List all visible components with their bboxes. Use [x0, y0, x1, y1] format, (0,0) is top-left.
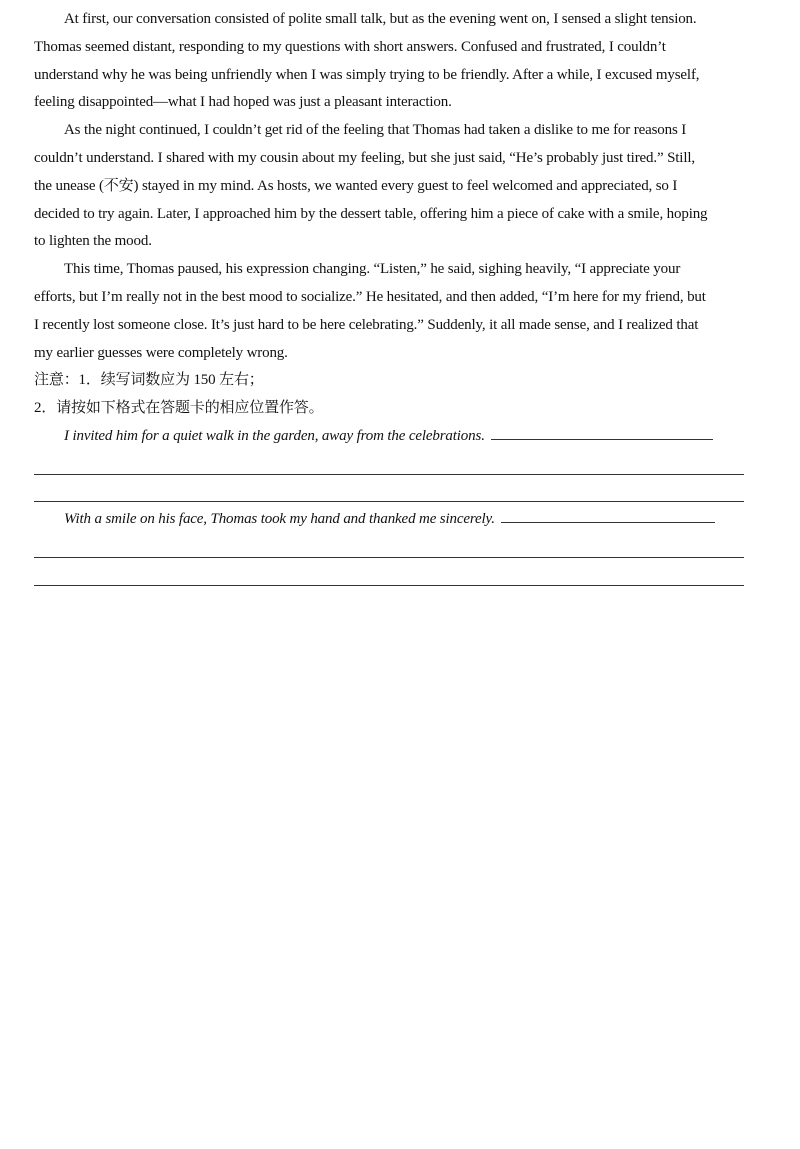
text-line: to lighten the mood.: [34, 233, 152, 250]
text-line: decided to try again. Later, I approached him by the dessert table, offering him a piece of cake with a smile, hoping: [34, 205, 708, 222]
prompt-line-1: [34, 423, 746, 451]
answer-line[interactable]: [34, 534, 746, 562]
text-line: As the night continued, I couldn’t get rid of the feeling that Thomas had taken a dislike to me for reasons I: [64, 122, 687, 139]
prompt-first-sentence: I invited him for a quiet walk in the garden, away from the celebrations.: [64, 427, 485, 444]
text-line: I recently lost someone close. It’s just hard to be here celebrating.” Suddenly, it all made sense, and I realized that: [34, 316, 699, 333]
note-answer-format: 2．请按如下格式在答题卡的相应位置作答。: [34, 400, 324, 417]
text-line: the unease (不安) stayed in my mind. As hosts, we wanted every guest to feel welcomed and appreciated, so I: [34, 177, 678, 194]
paragraph-1: [34, 6, 746, 117]
answer-blank[interactable]: [501, 510, 715, 523]
text-line: feeling disappointed—what I had hoped was just a pleasant interaction.: [34, 94, 452, 111]
text-line: my earlier guesses were completely wrong.: [34, 344, 288, 361]
text-line: This time, Thomas paused, his expression changing. “Listen,” he said, sighing heavily, “I appreciate your: [64, 261, 681, 278]
text-line: At first, our conversation consisted of polite small talk, but as the evening went on, I sensed a slight tension.: [64, 11, 697, 27]
paragraph-2: [34, 117, 746, 256]
answer-line[interactable]: [34, 479, 746, 507]
answer-blank[interactable]: [491, 427, 713, 440]
text-line: couldn’t understand. I shared with my cousin about my feeling, but she just said, “He’s probably just tired.” Still,: [34, 149, 695, 166]
text-line: Thomas seemed distant, responding to my questions with short answers. Confused and frustrated, I couldn’t: [34, 38, 666, 55]
paragraph-3: [34, 256, 746, 367]
note-word-count: 注意：1．续写词数应为 150 左右；: [34, 372, 264, 389]
answer-line[interactable]: [34, 451, 746, 479]
document-page: [34, 6, 746, 590]
prompt-line-2: [34, 506, 746, 534]
prompt-second-sentence: With a smile on his face, Thomas took my hand and thanked me sincerely.: [64, 511, 495, 528]
answer-line[interactable]: [34, 562, 746, 590]
text-line: efforts, but I’m really not in the best mood to socialize.” He hesitated, and then added, “I’m here for my friend, but: [34, 288, 706, 305]
text-line: understand why he was being unfriendly when I was simply trying to be friendly. After a while, I excused myself,: [34, 66, 700, 83]
